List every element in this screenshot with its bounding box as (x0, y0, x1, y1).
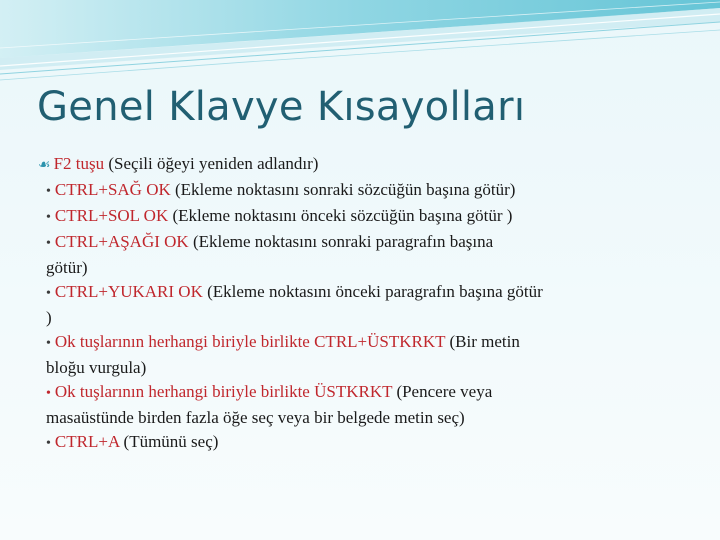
shortcut-desc: (Ekleme noktasını önceki sözcüğün başına götür ) (168, 206, 513, 225)
shortcut-desc: (Ekleme noktasını önceki paragrafın başına götür (202, 282, 543, 301)
shortcut-key: Ok tuşlarının herhangi biriyle birlikte CTRL+ÜSTKRKT (54, 332, 446, 351)
list-item-continuation: götür) (46, 258, 88, 277)
dot-bullet-icon: • (46, 286, 51, 301)
shortcut-key: CTRL+YUKARI OK (54, 282, 203, 301)
list-item-ctrl-up (46, 280, 696, 306)
shortcut-desc: (Ekleme noktasını sonraki sözcüğün başına götür) (170, 180, 516, 199)
dot-bullet-icon: • (46, 184, 51, 199)
list-item-ctrl-down (46, 230, 696, 256)
list-item-ctrl-right (46, 178, 696, 204)
dot-bullet-icon: • (46, 336, 51, 351)
list-item-shift-arrows (46, 380, 696, 406)
shortcut-desc: (Bir metin (445, 332, 520, 351)
slide-title: Genel Klavye Kısayolları (37, 84, 526, 130)
dot-bullet-icon: • (46, 210, 51, 225)
shortcut-list (38, 152, 696, 456)
list-item-ctrl-left (46, 204, 696, 230)
list-item-continuation: ) (46, 308, 52, 327)
dot-bullet-icon: • (46, 386, 51, 401)
dot-bullet-icon: • (46, 236, 51, 251)
list-item-f2 (38, 152, 696, 178)
shortcut-key: Ok tuşlarının herhangi biriyle birlikte ÜSTKRKT (54, 382, 393, 401)
shortcut-desc: (Seçili öğeyi yeniden adlandır) (104, 154, 319, 173)
list-item-continuation: masaüstünde birden fazla öğe seç veya bir belgede metin seç) (46, 408, 465, 427)
shortcut-key: CTRL+A (54, 432, 120, 451)
list-item-continuation: bloğu vurgula) (46, 358, 147, 377)
list-item-ctrl-shift-arrows (46, 330, 696, 356)
shortcut-key: CTRL+SAĞ OK (54, 180, 171, 199)
dot-bullet-icon: • (46, 436, 51, 451)
shortcut-key: F2 tuşu (53, 154, 105, 173)
curl-bullet-icon: ☙ (38, 158, 51, 173)
shortcut-desc: (Pencere veya (392, 382, 493, 401)
shortcut-desc: (Tümünü seç) (119, 432, 219, 451)
list-item-ctrl-a (46, 430, 696, 456)
shortcut-key: CTRL+SOL OK (54, 206, 169, 225)
shortcut-key: CTRL+AŞAĞI OK (54, 232, 189, 251)
shortcut-desc: (Ekleme noktasını sonraki paragrafın başına (188, 232, 494, 251)
